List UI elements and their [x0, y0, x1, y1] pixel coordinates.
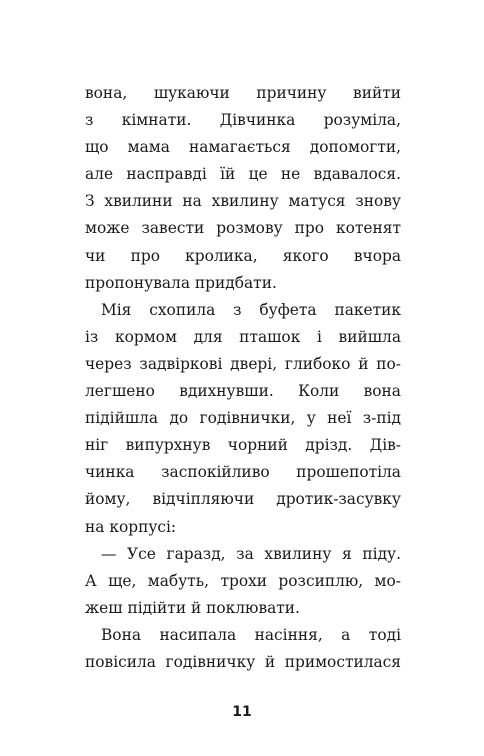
text-line: чинка заспокійливо прошепотіла [85, 463, 401, 482]
text-line: що мама намагається допомогти, [85, 138, 401, 157]
page-number: 11 [232, 704, 252, 720]
paragraph-start-line: Мія схопила з буфета пакетик [101, 300, 401, 319]
text-line: З хвилини на хвилину матуся знову [85, 192, 401, 211]
text-line: легшено вдихнувши. Коли вона [85, 382, 401, 401]
body-text [85, 80, 401, 676]
text-line: може завести розмову про котенят [85, 219, 401, 238]
text-line: із кормом для пташок і вийшла [85, 327, 401, 346]
text-line: через задвіркові двері, глибоко й по- [85, 354, 401, 373]
text-line: повісила годівничку й примостилася [85, 652, 401, 671]
text-line: підійшла до годівнички, у неї з-під [85, 409, 401, 428]
text-line: А ще, мабуть, трохи розсиплю, мо- [85, 571, 401, 590]
text-line: ніг випурхнув чорний дрізд. Дів- [85, 436, 401, 455]
paragraph-start-line: Вона насипала насіння, а тоді [101, 625, 401, 644]
text-line: жеш підійти й поклювати. [85, 598, 300, 617]
dialogue-line: — Усе гаразд, за хвилину я піду. [101, 544, 401, 563]
text-line: вона, шукаючи причину вийти [85, 84, 401, 102]
text-line: з кімнати. Дівчинка розуміла, [85, 111, 401, 130]
text-line: йому, відчіпляючи дротик-засувку [85, 490, 401, 509]
text-line: на корпусі: [85, 517, 177, 536]
text-line: але насправді їй це не вдавалося. [85, 165, 401, 184]
text-line: пропонувала придбати. [85, 273, 277, 292]
text-line: чи про кролика, якого вчора [85, 246, 401, 265]
